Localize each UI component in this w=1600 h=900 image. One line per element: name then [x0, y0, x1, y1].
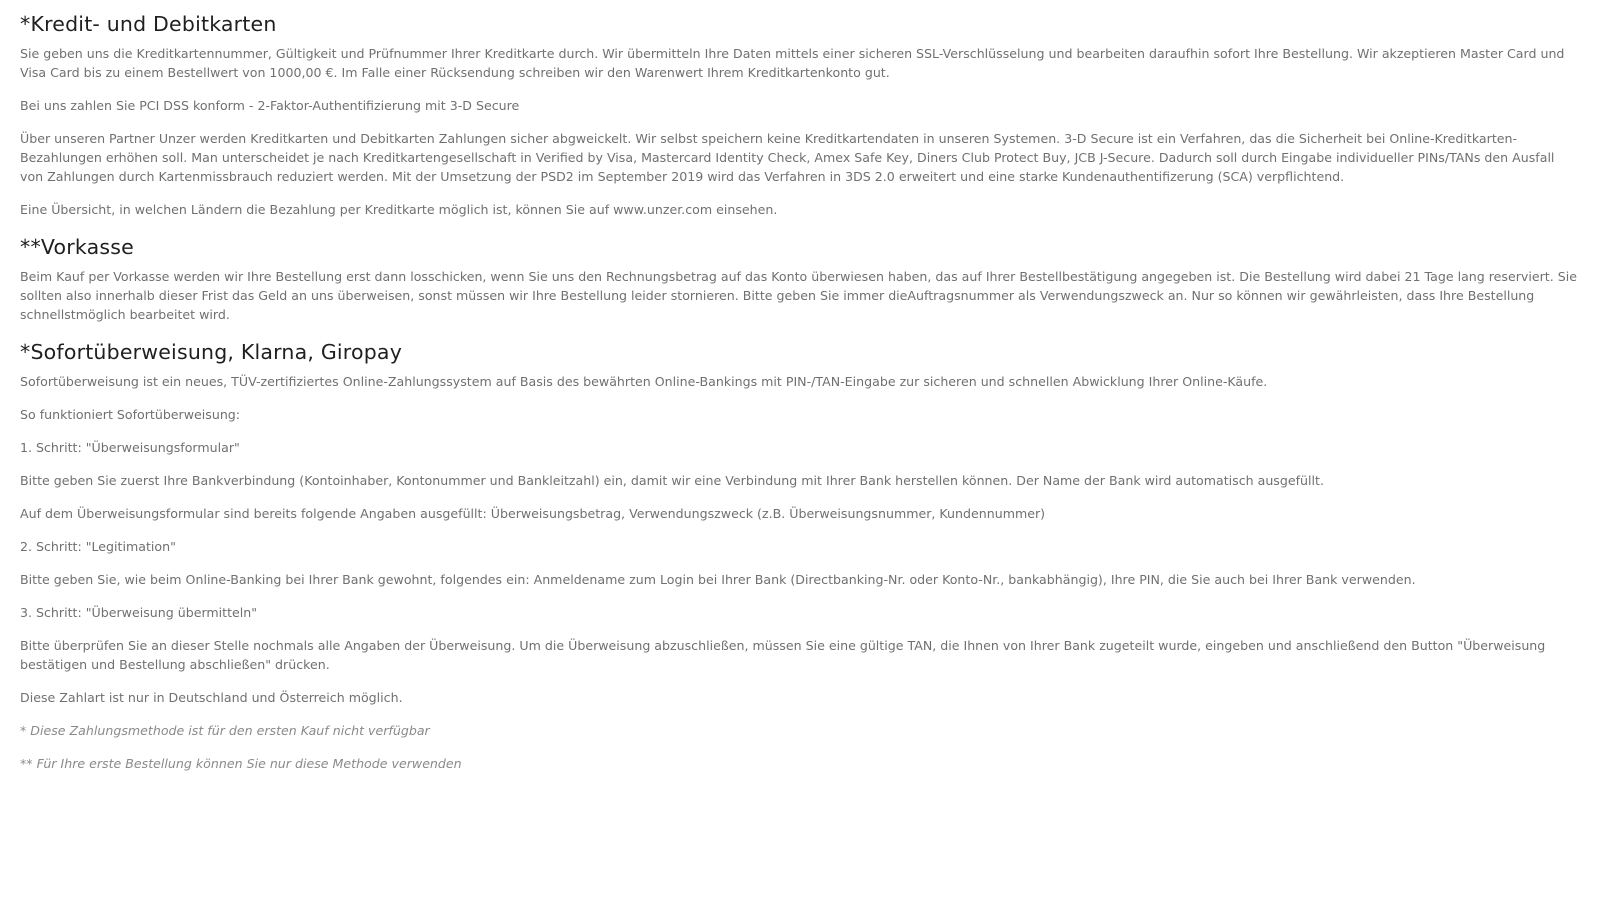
paragraph-step-1-title: 1. Schritt: "Überweisungsformular"	[20, 440, 240, 455]
paragraph-unzer-3d-secure: Über unseren Partner Unzer werden Kreditkarten und Debitkarten Zahlungen sicher abgweickelt. Wir selbst speichern keine Kreditkartendaten in unseren Systemen. 3-D Secure ist ein Verfahren, das die Sicherheit bei Online-Kreditkarten-Bezahlungen erhöhen soll. Man unterscheidet je nach Kreditkartengesellschaft in Verified by Visa, Mastercard Identity Check, Amex Safe Key, Diners Club Protect Buy, JCB J-Secure. Dadurch soll durch Eingabe individueller PINs/TANs den Ausfall von Zahlungen durch Kartenmissbrauch reduziert werden. Mit der Umsetzung der PSD2 im September 2019 wird das Verfahren in 3DS 2.0 erweitert und eine starke Kundenauthentifizerung (SCA) verpflichtend.	[20, 131, 1555, 184]
paragraph-credit-card-details: Sie geben uns die Kreditkartennummer, Gültigkeit und Prüfnummer Ihrer Kreditkarte durch. Wir übermitteln Ihre Daten mittels einer sicheren SSL-Verschlüsselung und bearbeiten daraufhin sofort Ihre Bestellung. Wir akzeptieren Master Card und Visa Card bis zu einem Bestellwert von 1000,00 €. Im Falle einer Rücksendung schreiben wir den Warenwert Ihrem Kreditkartenkonto gut.	[20, 46, 1565, 80]
paragraph-step-1-prefilled: Auf dem Überweisungsformular sind bereits folgende Angaben ausgefüllt: Überweisungsbetrag, Verwendungszweck (z.B. Überweisungsnummer, Kundennummer)	[20, 506, 1046, 521]
heading-sofortueberweisung: *Sofortüberweisung, Klarna, Giropay	[20, 340, 403, 364]
heading-vorkasse: **Vorkasse	[20, 235, 134, 259]
paragraph-sofort-how: So funktioniert Sofortüberweisung:	[20, 407, 241, 422]
section-sofortueberweisung	[20, 338, 1580, 707]
section-credit-debit-cards	[20, 10, 1580, 219]
paragraph-step-2-title: 2. Schritt: "Legitimation"	[20, 539, 176, 554]
paragraph-sofort-intro: Sofortüberweisung ist ein neues, TÜV-zertifiziertes Online-Zahlungssystem auf Basis des bewährten Online-Bankings mit PIN-/TAN-Eingabe zur sicheren und schnellen Abwicklung Ihrer Online-Käufe.	[20, 374, 1268, 389]
footnote-single-asterisk: * Diese Zahlungsmethode ist für den ersten Kauf nicht verfügbar	[20, 723, 430, 738]
paragraph-step-2-text: Bitte geben Sie, wie beim Online-Banking bei Ihrer Bank gewohnt, folgendes ein: Anmeldename zum Login bei Ihrer Bank (Directbanking-Nr. oder Konto-Nr., bankabhängig), Ihre PIN, die Sie auch bei Ihrer Bank verwenden.	[20, 572, 1416, 587]
paragraph-step-1-text: Bitte geben Sie zuerst Ihre Bankverbindung (Kontoinhaber, Kontonummer und Bankleitzahl) ein, damit wir eine Verbindung mit Ihrer Bank herstellen können. Der Name der Bank wird automatisch ausgefüllt.	[20, 473, 1324, 488]
paragraph-pci-dss: Bei uns zahlen Sie PCI DSS konform - 2-Faktor-Authentifizierung mit 3-D Secure	[20, 98, 520, 113]
footnote-double-asterisk: ** Für Ihre erste Bestellung können Sie nur diese Methode verwenden	[20, 756, 462, 771]
paragraph-step-3-title: 3. Schritt: "Überweisung übermitteln"	[20, 605, 258, 620]
paragraph-availability: Diese Zahlart ist nur in Deutschland und Österreich möglich.	[20, 690, 403, 705]
paragraph-step-3-text: Bitte überprüfen Sie an dieser Stelle nochmals alle Angaben der Überweisung. Um die Überweisung abzuschließen, müssen Sie eine gültige TAN, die Ihnen von Ihrer Bank zugeteilt wurde, eingeben und anschließend den Button "Überweisung bestätigen und Bestellung abschließen" drücken.	[20, 638, 1546, 672]
heading-credit-debit-cards: *Kredit- und Debitkarten	[20, 12, 277, 36]
section-vorkasse	[20, 233, 1580, 324]
paragraph-country-overview: Eine Übersicht, in welchen Ländern die Bezahlung per Kreditkarte möglich ist, können Sie auf www.unzer.com einsehen.	[20, 202, 778, 217]
footnotes	[20, 721, 1580, 773]
paragraph-vorkasse-details: Beim Kauf per Vorkasse werden wir Ihre Bestellung erst dann losschicken, wenn Sie uns den Rechnungsbetrag auf das Konto überwiesen haben, das auf Ihrer Bestellbestätigung angegeben ist. Die Bestellung wird dabei 21 Tage lang reserviert. Sie sollten also innerhalb dieser Frist das Geld an uns überweisen, sonst müssen wir Ihre Bestellung leider stornieren. Bitte geben Sie immer dieAuftragsnummer als Verwendungszweck an. Nur so können wir gewährleisten, dass Ihre Bestellung schnellstmöglich bearbeitet wird.	[20, 269, 1577, 322]
